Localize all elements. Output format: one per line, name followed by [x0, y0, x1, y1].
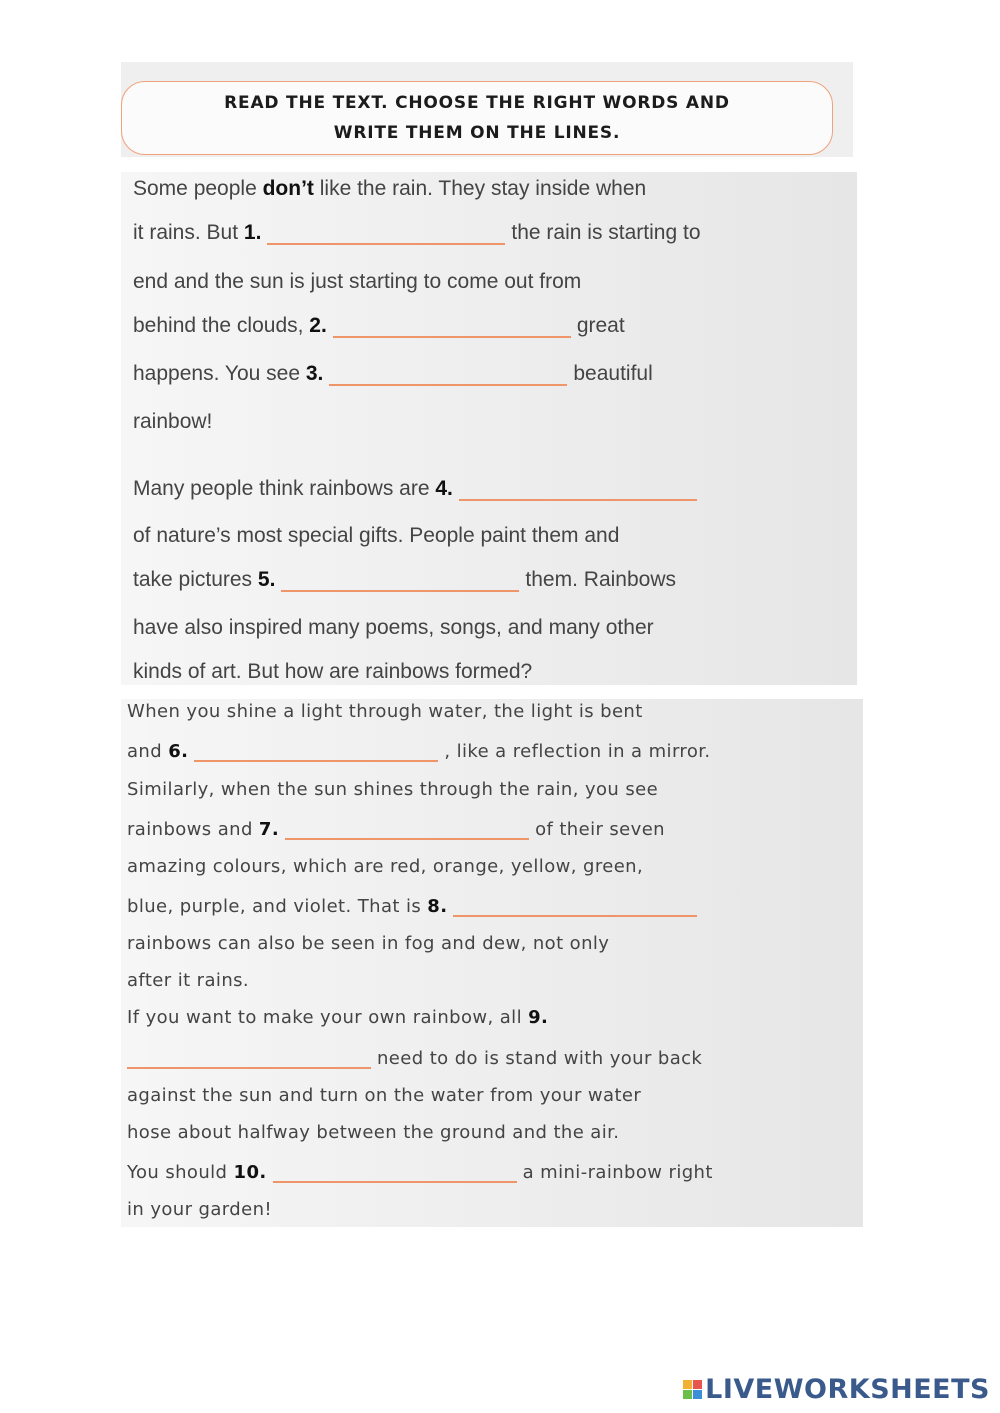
text-line: rainbow!	[133, 410, 213, 433]
text-line: in your garden!	[127, 1199, 272, 1220]
text-line: If you want to make your own rainbow, all 9.	[127, 1007, 549, 1028]
text-line: after it rains.	[127, 970, 250, 991]
text-line: rainbows and 7. of their seven	[127, 816, 665, 840]
text-line: Similarly, when the sun shines through the rain, you see	[127, 779, 659, 800]
text-line: kinds of art. But how are rainbows formed?	[133, 660, 533, 683]
text-line: Some people don’t like the rain. They stay inside when	[133, 177, 647, 200]
text-block-1	[121, 172, 857, 685]
answer-blank-3[interactable]	[329, 362, 567, 386]
text-block-2	[121, 699, 863, 1227]
text-line: and 6. , like a reflection in a mirror.	[127, 738, 711, 762]
answer-blank-1[interactable]	[267, 221, 505, 245]
text-line: hose about halfway between the ground and the air.	[127, 1122, 620, 1143]
answer-blank-5[interactable]	[281, 568, 519, 592]
text-line: amazing colours, which are red, orange, yellow, green,	[127, 856, 644, 877]
text-line: Many people think rainbows are 4.	[133, 477, 703, 501]
text-line: When you shine a light through water, the light is bent	[127, 701, 643, 722]
text-line: happens. You see 3. beautiful	[133, 362, 653, 385]
answer-blank-7[interactable]	[285, 816, 529, 840]
text-line: take pictures 5. them. Rainbows	[133, 568, 676, 591]
text-line: You should 10. a mini-rainbow right	[127, 1159, 713, 1183]
text-line: behind the clouds, 2. great	[133, 314, 625, 337]
instruction-text: READ THE TEXT. CHOOSE THE RIGHT WORDS AND WRITE THEM ON THE LINES.	[224, 93, 730, 143]
logo-text: LIVEWORKSHEETS	[705, 1374, 990, 1405]
text-line: rainbows can also be seen in fog and dew, not only	[127, 933, 610, 954]
text-line: it rains. But 1. the rain is starting to	[133, 221, 701, 244]
answer-blank-10[interactable]	[273, 1159, 517, 1183]
answer-blank-2[interactable]	[333, 314, 571, 338]
logo-squares-icon	[683, 1380, 702, 1399]
text-line: end and the sun is just starting to come out from	[133, 270, 582, 293]
text-line: against the sun and turn on the water from your water	[127, 1085, 642, 1106]
liveworksheets-logo	[683, 1374, 990, 1405]
text-line: have also inspired many poems, songs, and many other	[133, 616, 654, 639]
answer-blank-9[interactable]	[127, 1045, 371, 1069]
text-line: need to do is stand with your back	[121, 1045, 702, 1069]
answer-blank-4[interactable]	[459, 477, 697, 501]
answer-blank-6[interactable]	[194, 738, 438, 762]
answer-blank-8[interactable]	[453, 893, 697, 917]
text-line: blue, purple, and violet. That is 8.	[127, 893, 703, 917]
instruction-box	[121, 81, 833, 155]
text-line: of nature’s most special gifts. People paint them and	[133, 524, 620, 547]
instruction-panel	[121, 62, 853, 157]
